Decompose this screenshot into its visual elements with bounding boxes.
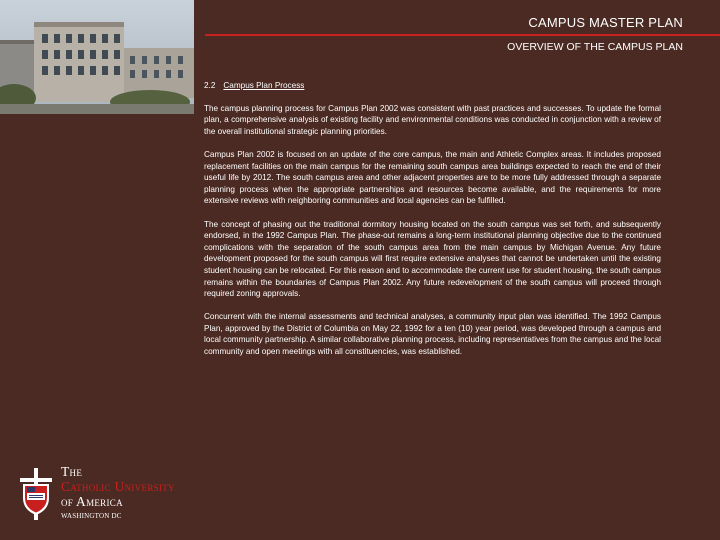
paragraph-planning-process: The campus planning process for Campus Plan 2002 was consistent with past practices and successes. To update the formal plan, a comprehensive analysis of existing facility and environmental conditions was conducted in conjunction with a review of the overall institutional strategic planning priorities. [204, 103, 661, 136]
section-number: 2.2 [204, 81, 216, 90]
document-subtitle: OVERVIEW OF THE CAMPUS PLAN [507, 41, 683, 53]
section-title: Campus Plan Process [223, 81, 305, 90]
section-content [204, 80, 661, 369]
section-heading [204, 80, 661, 92]
logo-line-of-america: of America [61, 494, 123, 509]
paragraph-housing-phaseout: The concept of phasing out the traditional dormitory housing located on the south campus was set forth, and subsequently endorsed, in the 1992 Campus Plan. The phase-out remains a long-term institutional planning objective due to the continued complications with the separation of the south campus area from the main campus by Michigan Avenue. Any future development proposed for the south campus will first require extensive analyses that cannot be undertaken until the existing student housing can be relocated. For this reason and to accommodate the current use for student housing, the south campus remains within the boundaries of Campus Plan 2002. Any future redevelopment of the south campus will proceed through required zoning approvals. [204, 219, 661, 299]
university-seal-icon [18, 468, 54, 520]
logo-wordmark [61, 464, 175, 520]
logo-city: WASHINGTON DC [61, 512, 122, 520]
university-logo [18, 464, 228, 530]
header-divider [205, 34, 720, 36]
campus-building-photo [0, 0, 194, 114]
campus-building-illustration [0, 0, 194, 114]
paragraph-plan-focus: Campus Plan 2002 is focused on an update of the core campus, the main and Athletic Complex areas. It includes proposed replacement facilities on the main campus for the remaining south campus area buildings expected to reach the end of their useful life by 2012. The south campus area and other adjacent properties are to be more fully addressed through a separate planning process when the appropriate partnerships and resources become available, and the requirements for more extensive reviews with neighboring communities and local agencies can be fulfilled. [204, 149, 661, 206]
logo-line-catholic-university: Catholic University [61, 479, 175, 494]
logo-line-the: The [61, 464, 83, 479]
document-title: CAMPUS MASTER PLAN [528, 15, 683, 30]
paragraph-community-input: Concurrent with the internal assessments and technical analyses, a community input plan was identified. The 1992 Campus Plan, approved by the District of Columbia on May 22, 1992 for a ten (10) year period, was developed through a campus and local community partnership. A similar collaborative planning process, including representatives from the campus and the local community and open meetings with all constituencies, was established. [204, 312, 661, 357]
